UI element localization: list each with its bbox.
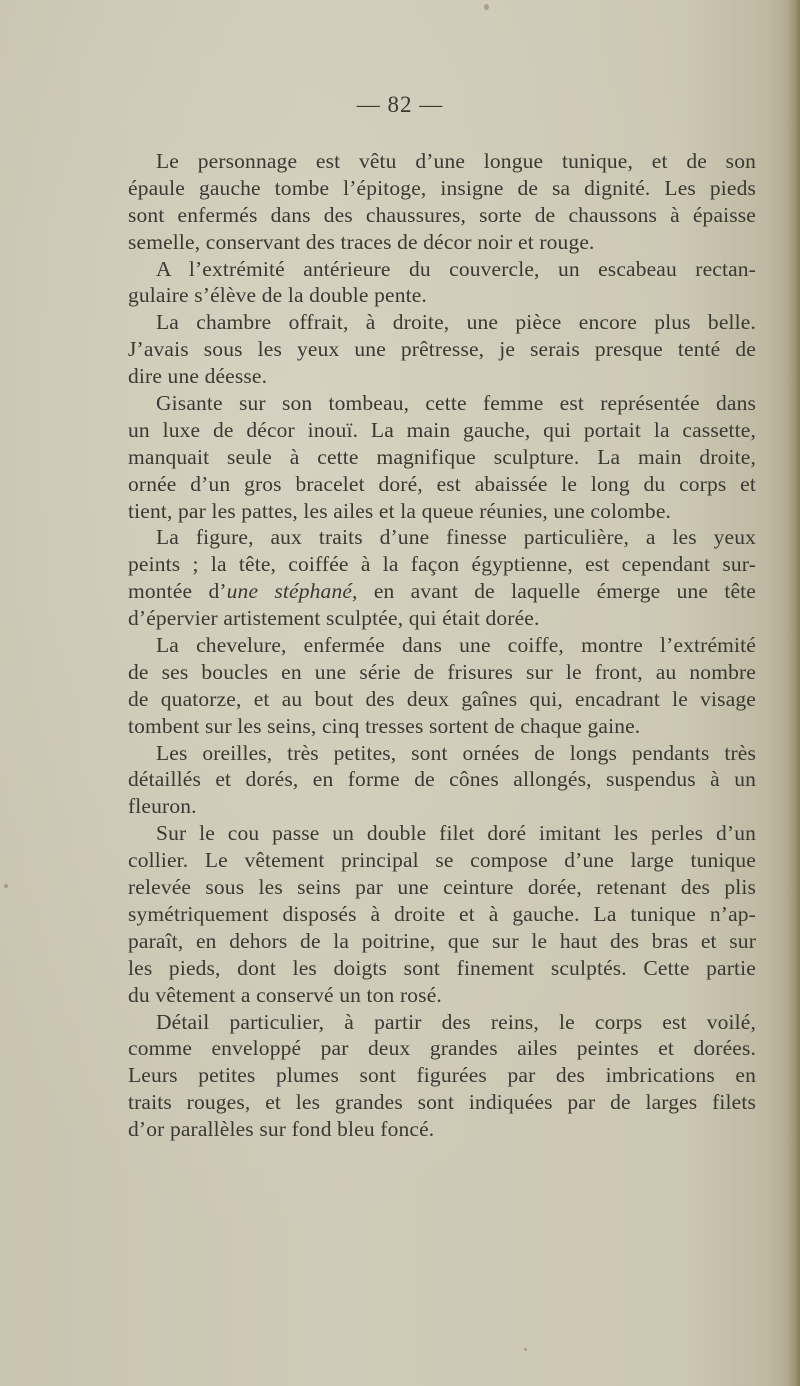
ink-speck (524, 1348, 527, 1351)
text-line: de ses boucles en une série de frisures sur le front, au nombre (128, 659, 756, 684)
text-line: les pieds, dont les doigts sont finement sculptés. Cette partie (128, 955, 756, 980)
text-line: Leurs petites plumes sont figurées par des imbrications en (128, 1063, 756, 1088)
text-line: Détail particulier, à partir des reins, le corps est voilé, (156, 1009, 756, 1034)
text-line: symétriquement disposés à droite et à gauche. La tunique n’ap- (128, 901, 756, 926)
text-line: paraît, en dehors de la poitrine, que sur le haut des bras et sur (128, 928, 756, 953)
text-line: fleuron. (128, 794, 197, 819)
text-line: comme enveloppé par deux grandes ailes peintes et dorées. (128, 1036, 756, 1061)
text-line: ornée d’un gros bracelet doré, est abaissée le long du corps et (128, 471, 756, 496)
text-line: tient, par les pattes, les ailes et la queue réunies, une colombe. (128, 498, 672, 523)
text-line: détaillés et dorés, en forme de cônes allongés, suspendus à un (128, 767, 756, 792)
text-line: Les oreilles, très petites, sont ornées de longs pendants très (156, 740, 756, 765)
text-line: collier. Le vêtement principal se compose d’une large tunique (128, 848, 756, 873)
text-line: Le personnage est vêtu d’une longue tunique, et de son (156, 149, 756, 173)
text-line: un luxe de décor inouï. La main gauche, qui portait la cassette, (128, 417, 756, 442)
italic-term: une stéphané, (226, 579, 358, 604)
text-line: La figure, aux traits d’une finesse particulière, a les yeux (156, 525, 756, 550)
text-line: de quatorze, et au bout des deux gaînes qui, encadrant le visage (128, 686, 756, 711)
text-line: dire une déesse. (128, 364, 268, 389)
page-number: — 82 — (356, 92, 444, 117)
text-line: semelle, conservant des traces de décor noir et rouge. (128, 229, 595, 254)
text-segment: en avant de laquelle émerge une tête (357, 579, 756, 604)
text-segment: montée d’ (128, 579, 227, 604)
text-line: manquait seule à cette magnifique sculpture. La main droite, (128, 444, 756, 469)
text-line: épaule gauche tombe l’épitoge, insigne de sa dignité. Les pieds (128, 175, 756, 200)
text-line: peints ; la tête, coiffée à la façon égyptienne, est cependant sur- (128, 552, 756, 577)
text-line (128, 578, 756, 605)
text-line: relevée sous les seins par une ceinture dorée, retenant des plis (128, 875, 756, 900)
text-line: d’épervier artistement sculptée, qui était dorée. (128, 606, 540, 631)
text-line: La chevelure, enfermée dans une coiffe, montre l’extrémité (156, 633, 756, 658)
text-line: J’avais sous les yeux une prêtresse, je serais presque tenté de (128, 337, 756, 362)
text-line: tombent sur les seins, cinq tresses sortent de chaque gaine. (128, 713, 641, 738)
text-line: gulaire s’élève de la double pente. (128, 283, 427, 308)
text-line: A l’extrémité antérieure du couvercle, un escabeau rectan- (156, 256, 756, 281)
text-line: d’or parallèles sur fond bleu foncé. (128, 1117, 435, 1142)
text-line: Sur le cou passe un double filet doré imitant les perles d’un (156, 821, 756, 846)
text-line: traits rouges, et les grandes sont indiquées par de larges filets (128, 1090, 756, 1115)
body-text (128, 148, 756, 1143)
ink-speck (4, 884, 8, 888)
text-line: du vêtement a conservé un ton rosé. (128, 982, 442, 1007)
text-line: Gisante sur son tombeau, cette femme est représentée dans (156, 391, 756, 416)
ink-speck (484, 4, 489, 10)
text-line: sont enfermés dans des chaussures, sorte de chaussons à épaisse (128, 202, 756, 227)
page-edge-shadow (786, 0, 800, 1386)
text-line: La chambre offrait, à droite, une pièce encore plus belle. (156, 310, 756, 335)
